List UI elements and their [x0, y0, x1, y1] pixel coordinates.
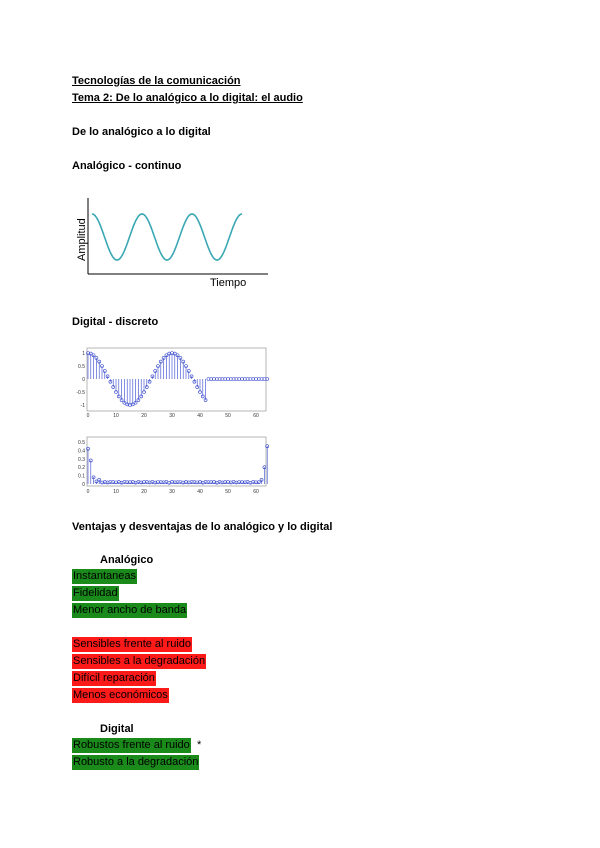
- bottom-xtick-label: 40: [197, 489, 203, 495]
- analog-sine-curve: [92, 214, 242, 260]
- top-xtick-label: 50: [225, 413, 231, 419]
- analogico-desventaja-item: Menos económicos: [73, 689, 168, 701]
- analogico-desventaja-item: Difícil reparación: [73, 672, 155, 684]
- digital-title: Digital: [100, 723, 134, 735]
- top-xtick-label: 60: [253, 413, 259, 419]
- bottom-xtick-label: 50: [225, 489, 231, 495]
- bottom-ytick-label: 0.4: [78, 448, 85, 455]
- top-ytick-label: -0.5: [76, 390, 85, 396]
- section-heading-pros-cons: Ventajas y desventajas de lo analógico y lo digital: [72, 521, 333, 533]
- bottom-ytick-label: 0.5: [78, 440, 85, 446]
- digital-ventaja-item: Robustos frente al ruido: [73, 739, 190, 751]
- course-title: Tecnologías de la comunicación: [72, 75, 241, 87]
- top-xtick-label: 40: [197, 413, 203, 419]
- top-ytick-label: 0: [82, 377, 85, 383]
- bottom-xtick-label: 60: [253, 489, 259, 495]
- bottom-xtick-label: 10: [113, 489, 119, 495]
- digital-heading: Digital - discreto: [72, 316, 159, 328]
- top-ytick-label: 0.5: [78, 364, 85, 370]
- section-heading-analog-digital: De lo analógico a lo digital: [72, 126, 211, 138]
- analogico-ventaja-item: Menor ancho de banda: [73, 604, 187, 616]
- bottom-ytick-label: 0.1: [78, 473, 85, 480]
- bottom-ytick-label: 0.2: [78, 465, 85, 472]
- analogico-title: Analógico: [100, 554, 154, 566]
- bottom-xtick-label: 20: [141, 489, 147, 495]
- top-xtick-label: 30: [169, 413, 175, 419]
- bottom-ytick-label: 0.3: [78, 456, 85, 463]
- analog-wave-figure: [70, 198, 270, 293]
- top-ytick-label: -1: [80, 403, 85, 409]
- top-xtick-label: 0: [86, 413, 90, 419]
- analogico-desventaja-item: Sensibles frente al ruido: [73, 638, 192, 650]
- note-asterisk: *: [197, 739, 202, 751]
- analogico-ventaja-item: Fidelidad: [73, 587, 118, 599]
- top-xtick-label: 10: [113, 413, 119, 419]
- digital-stem-plot-bottom: [78, 437, 273, 495]
- digital-ventaja-item: Robusto a la degradación: [73, 756, 199, 768]
- top-ytick-label: 1: [82, 351, 85, 357]
- digital-stem-plot-top: [78, 348, 273, 418]
- analogico-desventaja-item: Sensibles a la degradación: [73, 655, 206, 667]
- analog-ylabel: Amplitud: [76, 218, 88, 261]
- bottom-xtick-label: 0: [86, 489, 90, 495]
- analog-xlabel: Tiempo: [210, 277, 247, 289]
- bottom-xtick-label: 30: [169, 489, 175, 495]
- top-xtick-label: 20: [141, 413, 147, 419]
- analog-heading: Analógico - continuo: [72, 160, 182, 172]
- topic-title: Tema 2: De lo analógico a lo digital: el audio: [72, 92, 303, 104]
- bottom-ytick-label: 0: [82, 482, 85, 488]
- analogico-ventaja-item: Instantaneas: [73, 570, 136, 582]
